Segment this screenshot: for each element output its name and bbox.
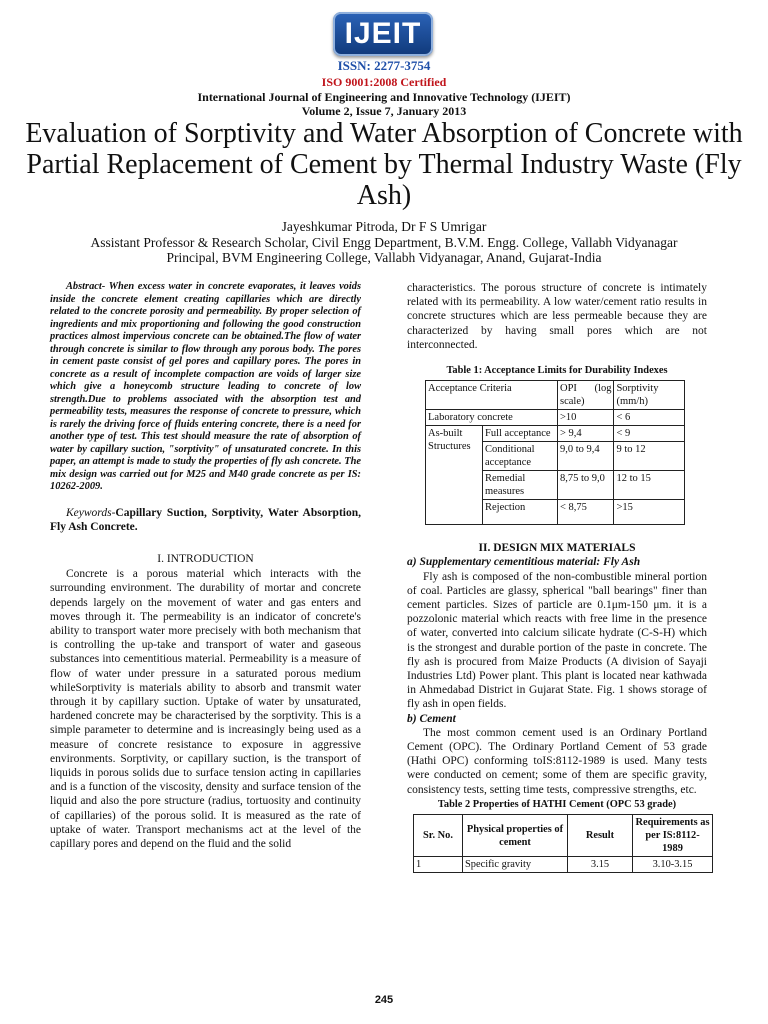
table-header-cell: Sorptivity (mm/h) (614, 381, 685, 410)
table-row (426, 381, 685, 410)
journal-name: International Journal of Engineering and Innovative Technology (IJEIT) (197, 90, 571, 104)
table2-caption: Table 2 Properties of HATHI Cement (OPC 53 grade) (437, 798, 677, 810)
table-header-cell: Sr. No. (414, 815, 463, 857)
page-number: 245 (374, 994, 394, 1006)
table-row (426, 426, 685, 442)
table-cell: As-built Structures (426, 426, 483, 525)
table-cell: >10 (558, 410, 614, 426)
intro-heading: I. INTRODUCTION (157, 552, 254, 565)
paper-title: Evaluation of Sorptivity and Water Absorption of Concrete with Partial Replacement of Cement by Thermal Industry Waste (Fly Ash) (25, 118, 743, 211)
subsection-a-heading: a) Supplementary cementitious material: Fly Ash (407, 556, 641, 569)
table-cell: < 6 (614, 410, 685, 426)
table-row (414, 815, 713, 857)
table-cell: Remedial measures (483, 471, 558, 500)
table-cell: 9,0 to 9,4 (558, 442, 614, 471)
iso-certification: ISO 9001:2008 Certified (321, 75, 447, 89)
table-cell: 12 to 15 (614, 471, 685, 500)
table-cell: < 9 (614, 426, 685, 442)
table-header-cell: OPI (log scale) (558, 381, 614, 410)
journal-logo (333, 12, 433, 56)
subsection-b-heading: b) Cement (407, 712, 456, 725)
table-cell: Specific gravity (463, 857, 568, 873)
issn: ISSN: 2277-3754 (337, 58, 431, 73)
keywords-label: Keywords- (66, 506, 116, 519)
cement-properties-table (413, 814, 713, 873)
table-cell: 3.15 (568, 857, 633, 873)
table-cell: < 8,75 (558, 500, 614, 525)
table-cell: Laboratory concrete (426, 410, 558, 426)
table-cell: Conditional acceptance (483, 442, 558, 471)
table-row (426, 410, 685, 426)
table-header-cell: Result (568, 815, 633, 857)
cement-paragraph: The most common cement used is an Ordinary Portland Cement (OPC). The Ordinary Portland Cement of 53 grade (Hathi OPC) conforming toIS:8112-1989 is used. Many tests were conducted on cement; some of them are specific gravity, consistency tests, setting time tests, compressive strengths, etc. (407, 726, 707, 796)
table-cell: > 9,4 (558, 426, 614, 442)
logo-text: IJEIT (344, 17, 422, 50)
abstract: Abstract- When excess water in concrete evaporates, it leaves voids inside the concrete element creating capillaries which are directly related to the concrete porosity and permeability. By proper selection of ingredients and mix proportioning and following the good construction practices almost impervious concrete can be obtained.The flow of water through concrete is similar to flow through any porous body. The pores in cement paste consist of gel pores and capillary pores. The pores in concrete as a result of incomplete compaction are voids of larger size which give a honeycomb structure leading to concrete of low strength.Due to problems associated with the absorption test and permeability tests, measures the response of concrete to pressure, which is rarely the driving force of fluids entering concrete, there is a need for another type of test. This test should measure the rate of absorption of water by capillary suction, "sorptivity" of unsaturated concrete. In this paper, an attempt is made to study the properties of fly ash concrete. The mix design was carried out for M25 and M40 grade concrete as per IS: 10262-2009. (50, 281, 361, 492)
table-header-cell: Physical properties of cement (463, 815, 568, 857)
table1-caption: Table 1: Acceptance Limits for Durability Indexes (446, 365, 668, 377)
intro-continued: characteristics. The porous structure of concrete is intimately related with its permeability. A low water/cement ratio results in concrete structures which are less permeable because they are characterized by having small pores which are not interconnected. (407, 282, 707, 351)
table-cell: Rejection (483, 500, 558, 525)
volume-info: Volume 2, Issue 7, January 2013 (301, 104, 467, 118)
design-mix-heading: II. DESIGN MIX MATERIALS (478, 542, 636, 555)
intro-paragraph: Concrete is a porous material which interacts with the surrounding environment. The durability of mortar and concrete depends largely on the movement of water and gas enters and moves through it. The permeability is an indicator of concrete's ability to transport water more precisely with both mechanism that is controlling the up-take and transport of water and gaseous substances into cementitious material. Permeability is a measure of flow of water under pressure in a saturated porous medium whileSorptivity is materials ability to absorb and transmit water through it by capillary suction. Uptake of water by unsaturated, hardened concrete may be characterised by the sorptivity. This is a simple parameter to determine and is increasingly being used as a measure of concrete resistance to exposure in aggressive environments. Sorptivity, or capillary suction, is the transport of liquids in porous solids due to surface tension acting in capillaries and is a function of the viscosity, density and surface tension of the liquid and also the pore structure (radius, tortuosity and continuity of capillaries) of the porous solid. It is measured as the rate of uptake of water. Transport mechanisms act at the level of the capillary pores and depend on the fluid and the solid (50, 568, 361, 850)
table-header-cell: Requirements as per IS:8112-1989 (633, 815, 713, 857)
author-block (0, 219, 768, 266)
fly-ash-paragraph: Fly ash is composed of the non-combustible mineral portion of coal. Particles are glassy, spherical "ball bearings" finer than cement particles. Sizes of particle are 0.1μm-150 μm. it is a pozzolonic material which reacts with free lime in the presence of water, converted into calcium silicate hydrate (C-S-H) which is the strongest and durable portion of the paste in concrete. The fly ash is procured from Maize Products (A division of Sayaji Industries Ltd) Power plant. This plant is located near kathwada in Ahmedabad District in Gujarat State. Fig. 1 shows storage of fly ash in open fields. (407, 570, 707, 711)
table-cell: >15 (614, 500, 685, 525)
durability-limits-table (425, 380, 685, 525)
table-row (414, 857, 713, 873)
affiliation-1: Assistant Professor & Research Scholar, Civil Engg Department, B.V.M. Engg. College, Vallabh Vidyanagar (90, 234, 678, 250)
right-column (407, 281, 710, 873)
affiliation-2: Principal, BVM Engineering College, Vallabh Vidyanagar, Anand, Gujarat-India (166, 250, 602, 265)
table-cell: 9 to 12 (614, 442, 685, 471)
table-cell: Full acceptance (483, 426, 558, 442)
table-cell: 1 (414, 857, 463, 873)
keywords-text: Capillary Suction, Sorptivity, Water Absorption, Fly Ash Concrete. (50, 506, 361, 533)
table-header-cell: Acceptance Criteria (426, 381, 558, 410)
table-cell: 8,75 to 9,0 (558, 471, 614, 500)
table-cell: 3.10-3.15 (633, 857, 713, 873)
keywords (50, 506, 361, 534)
left-column (50, 281, 361, 851)
author-names: Jayeshkumar Pitroda, Dr F S Umrigar (281, 219, 487, 234)
